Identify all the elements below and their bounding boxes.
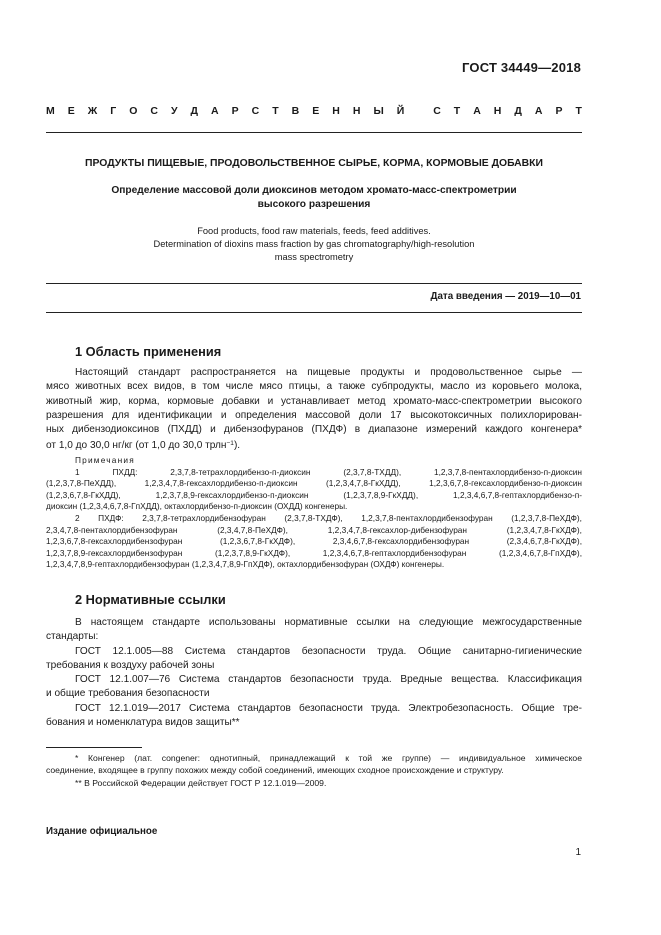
heading-letter: А: [211, 105, 219, 117]
paragraph-line: животный жир, корма, кормовые добавки и устанавливает метод хромато-масс-спектрометрии высокого: [46, 395, 582, 407]
document-number: ГОСТ 34449—2018: [462, 60, 581, 75]
section-1-paragraph: [46, 366, 582, 454]
paragraph-line: стандарты:: [46, 631, 99, 643]
heading-letter: [417, 105, 420, 117]
note-line: 1,2,3,6,7,8-гексахлордибензофуран (1,2,3,6,7,8-ГкХДФ), 2,3,4,6,7,8-гексахлордибензофуран (2,3,4,6,7,8-ГкХДФ),: [46, 536, 582, 547]
heading-letter: Н: [352, 105, 361, 117]
note-line: 1,2,3,4,7,8,9-гептахлордибензофуран (1,2,3,4,7,8,9-ГпХДФ), октахлордибензофуран (ОХДФ) конгенеры.: [46, 559, 445, 570]
english-title-line: Food products, food raw materials, feeds, feed additives.: [197, 226, 431, 236]
reference-line: ГОСТ 12.1.007—76 Система стандартов безопасности труда. Вредные вещества. Классификация: [75, 674, 582, 686]
heading-letter: Р: [555, 105, 563, 117]
note-line: 1 ПХДД: 2,3,7,8-тетрахлордибензо-п-диоксин (2,3,7,8-ТХДД), 1,2,3,7,8-пентахлордибензо-п-диоксин: [75, 466, 582, 477]
section-1-heading: 1 Область применения: [75, 344, 222, 359]
superscript: −1: [226, 440, 234, 448]
paragraph-line: от 1,0 до 30,0 нг/кг (от 1,0 до 30,0 трлн$^{-1}$).: [46, 440, 241, 452]
header-rule: [46, 132, 582, 133]
heading-letter: С: [150, 105, 158, 117]
note-line: (1,2,3,7,8-ПеХДД), 1,2,3,4,7,8-гексахлордибензо-п-диоксин (1,2,3,4,7,8-ГкХДД), 1,2,3,6,7,8-гексахлордибензо-п-диоксин: [46, 478, 582, 489]
heading-letter: Е: [312, 105, 320, 117]
english-title-line: mass spectrometry: [274, 252, 354, 262]
footnotes: [46, 752, 582, 789]
heading-letter: У: [170, 105, 178, 117]
section-2-heading: 2 Нормативные ссылки: [75, 592, 226, 607]
date-rule: [46, 312, 582, 313]
paragraph-line: Настоящий стандарт распространяется на пищевые продукты и продовольственное сырье —: [75, 367, 582, 378]
notes-title: Примечания: [75, 455, 135, 465]
reference-line: бования и номенклатура видов защиты**: [46, 717, 240, 729]
standard-type-heading: [46, 105, 582, 117]
heading-letter: В: [291, 105, 300, 117]
section-2-body: [46, 616, 582, 730]
heading-letter: О: [129, 105, 138, 117]
reference-line: и общие требования безопасности: [46, 688, 210, 700]
heading-letter: Н: [332, 105, 340, 117]
note-line: 1,2,3,7,8,9-гексахлордибензофуран (1,2,3,7,8,9-ГкХДФ), 1,2,3,4,6,7,8-гептахлордибензофуран (1,2,3,4,6,7,8-ГпХДФ),: [46, 547, 582, 558]
heading-letter: Н: [493, 105, 502, 117]
document-title: ПРОДУКТЫ ПИЩЕВЫЕ, ПРОДОВОЛЬСТВЕННОЕ СЫРЬЕ, КОРМА, КОРМОВЫЕ ДОБАВКИ: [85, 158, 543, 169]
footnote-line: ** В Российской Федерации действует ГОСТ Р 12.1.019—2009.: [75, 777, 327, 788]
note-line: (1,2,3,6,7,8-ГкХДД), 1,2,3,7,8,9-гексахлордибензо-п-диоксин (1,2,3,7,8,9-ГкХДД), 1,2,3,4,6,7,8-гептахлордибензо-п-: [46, 489, 582, 500]
official-edition-label: Издание официальное: [46, 826, 158, 837]
subtitle-line: Определение массовой доли диоксинов методом хромато-масс-спектрометрии: [111, 185, 517, 196]
heading-letter: Т: [272, 105, 279, 117]
heading-letter: Р: [231, 105, 239, 117]
note-line: 2,3,4,7,8-пентахлордибензофуран (2,3,4,7,8-ПеХДФ), 1,2,3,4,7,8-гексахлор-дибензофуран (1,2,3,4,7,8-ГкХДФ),: [46, 524, 582, 535]
heading-letter: Й: [396, 105, 405, 117]
heading-letter: Т: [575, 105, 582, 117]
heading-letter: М: [46, 105, 55, 117]
subtitle-line: высокого разрешения: [257, 199, 371, 210]
paragraph-line: мясо животных всех видов, в том числе мясо птицы, а также субпродукты, масло из коровьего молока,: [46, 381, 582, 393]
page-number: 1: [575, 847, 581, 858]
heading-letter: А: [534, 105, 543, 117]
notes-block: [46, 455, 582, 571]
english-title-line: Determination of dioxins mass fraction by gas chromatography/high-resolution: [153, 239, 475, 249]
footnote-line: соединение, входящее в группу похожих между собой соединений, имеющих сходное происхождение и структуру.: [46, 765, 504, 776]
english-title: [46, 225, 582, 264]
heading-letter: Д: [190, 105, 199, 117]
document-subtitle: [46, 184, 582, 212]
note-line: 2 ПХДФ: 2,3,7,8-тетрахлордибензофуран (2,3,7,8-ТХДФ), 1,2,3,7,8-пентахлордибензофуран (1,2,3,7,8-ПеХДФ),: [75, 512, 582, 523]
footnote-line: * Конгенер (лат. congener: однотипный, принадлежащий к той же группе) — индивидуальное химическое: [75, 753, 582, 763]
heading-letter: Ж: [87, 105, 98, 117]
title-rule: [46, 283, 582, 284]
footnote-separator: [46, 747, 142, 748]
paragraph-line: В настоящем стандарте использованы нормативные ссылки на следующие межгосударственные: [75, 617, 582, 628]
heading-letter: Д: [514, 105, 522, 117]
heading-letter: Т: [453, 105, 461, 117]
note-line: диоксин (1,2,3,4,6,7,8-ГпХДД), октахлордибензо-п-диоксин (ОХДД) конгенеры.: [46, 501, 348, 512]
heading-letter: С: [251, 105, 260, 117]
reference-line: ГОСТ 12.1.005—88 Система стандартов безопасности труда. Общие санитарно-гигиенические: [75, 645, 582, 657]
heading-letter: Ы: [373, 105, 384, 117]
heading-letter: С: [433, 105, 441, 117]
heading-letter: А: [473, 105, 481, 117]
reference-line: ГОСТ 12.1.019—2017 Система стандартов безопасности труда. Электробезопасность. Общие тре-: [75, 702, 582, 714]
heading-letter: Е: [67, 105, 75, 117]
reference-line: требования к воздуху рабочей зоны: [46, 659, 215, 671]
paragraph-line: разрешения для идентификации и определения массовой доли 17 высокотоксичных полихлорирован-: [46, 409, 582, 421]
paragraph-line: ных дибензодиоксинов (ПХДД) и дибензофуранов (ПХДФ) в диапазоне измерений каждого конгенера*: [46, 424, 582, 436]
introduction-date: Дата введения — 2019—10—01: [430, 291, 581, 302]
heading-letter: Г: [110, 105, 117, 117]
